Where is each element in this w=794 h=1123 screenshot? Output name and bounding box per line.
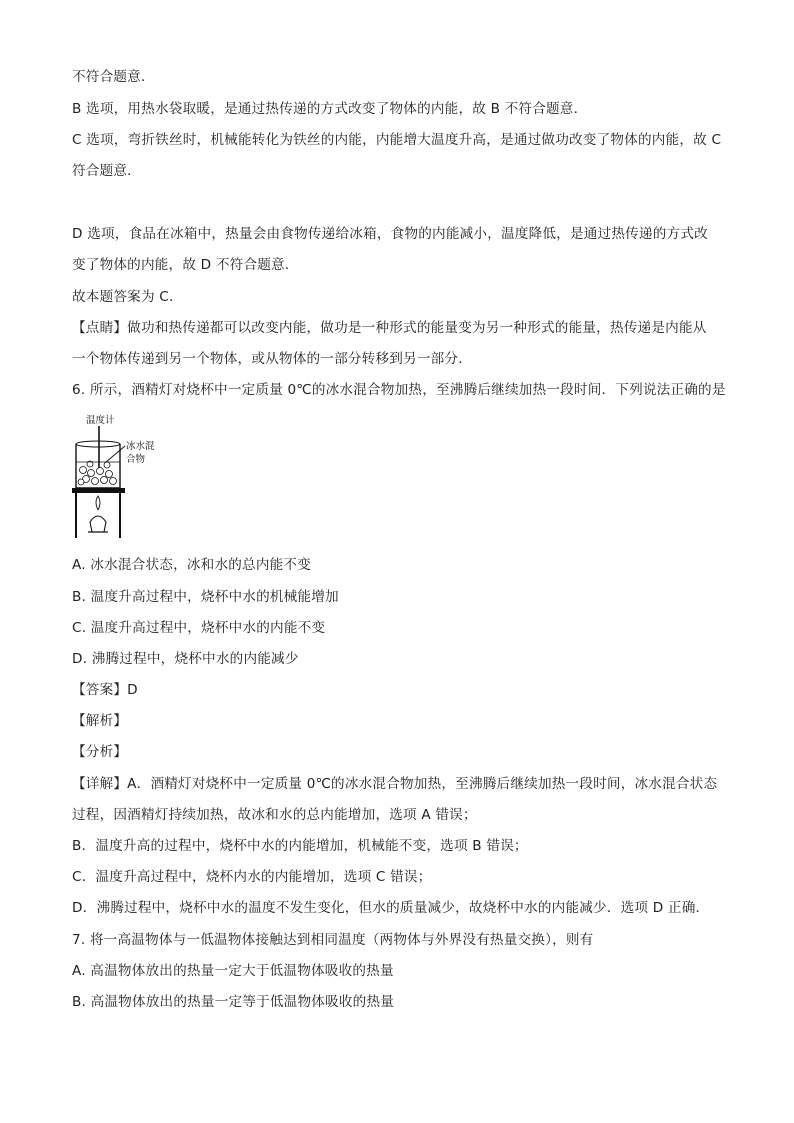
text-line: 故本题答案为 C．	[72, 289, 183, 305]
option-6a: A. 冰水混合状态，冰和水的总内能不变	[72, 557, 312, 573]
text-line: 变了物体的内能，故 D 不符合题意．	[72, 257, 299, 273]
ice-pieces	[78, 461, 117, 485]
option-7b: B. 高温物体放出的热量一定等于低温物体吸收的热量	[72, 994, 395, 1010]
text-line: 符合题意．	[72, 163, 141, 179]
option-6b: B. 温度升高过程中，烧杯中水的机械能增加	[72, 589, 339, 605]
question-6: 6. 所示，酒精灯对烧杯中一定质量 0℃的冰水混合物加热，至沸腾后继续加热一段时间．下列说法正确的是	[72, 382, 726, 398]
text-line: D 选项，食品在冰箱中，热量会由食物传递给冰箱，食物的内能减小，温度降低，是通过热传递的方式改	[72, 226, 708, 242]
alcohol-lamp	[90, 516, 106, 532]
note-line: 【点睛】做功和热传递都可以改变内能，做功是一种形式的能量变为另一种形式的能量，热传递是内能从	[72, 320, 707, 336]
thermometer-label: 温度计	[86, 415, 115, 426]
option-6d: D. 沸腾过程中，烧杯中水的内能减少	[72, 651, 299, 667]
mixture-label-line1: 冰水混	[126, 441, 155, 452]
flame	[96, 496, 100, 510]
question-7: 7. 将一高温物体与一低温物体接触达到相同温度（两物体与外界没有热量交换），则有	[72, 932, 594, 948]
detail-line: 过程，因酒精灯持续加热，故冰和水的总内能增加，选项 A 错误；	[72, 807, 477, 823]
fenxi-heading: 【分析】	[72, 744, 128, 760]
label-pointer	[106, 446, 125, 462]
detail-line: D．沸腾过程中，烧杯中水的温度不发生变化，但水的质量减少，故烧杯中水的内能减少．选项 D 正确．	[72, 900, 710, 916]
detail-line: B．温度升高的过程中，烧杯中水的内能增加，机械能不变，选项 B 错误；	[72, 838, 528, 854]
detail-line: 【详解】A．酒精灯对烧杯中一定质量 0℃的冰水混合物加热，至沸腾后继续加热一段时间，冰水混合状态	[72, 776, 718, 792]
option-6c: C. 温度升高过程中，烧杯中水的内能不变	[72, 620, 326, 636]
text-line: B 选项，用热水袋取暖，是通过热传递的方式改变了物体的内能，故 B 不符合题意．	[72, 101, 588, 117]
mixture-label-line2: 合物	[126, 454, 146, 465]
analysis-heading: 【解析】	[72, 713, 128, 729]
detail-line: C．温度升高过程中，烧杯内水的内能增加，选项 C 错误；	[72, 869, 432, 885]
answer-line: 【答案】D	[72, 682, 138, 698]
beaker-diagram	[72, 410, 192, 540]
option-7a: A. 高温物体放出的热量一定大于低温物体吸收的热量	[72, 963, 394, 979]
note-line: 一个物体传递到另一个物体，或从物体的一部分转移到另一部分．	[72, 351, 473, 367]
beaker-figure	[72, 410, 192, 540]
text-line: 不符合题意．	[72, 69, 155, 85]
text-line: C 选项，弯折铁丝时，机械能转化为铁丝的内能，内能增大温度升高，是通过做功改变了物体的内能，故 C	[72, 132, 722, 148]
wire-gauze	[72, 488, 125, 493]
